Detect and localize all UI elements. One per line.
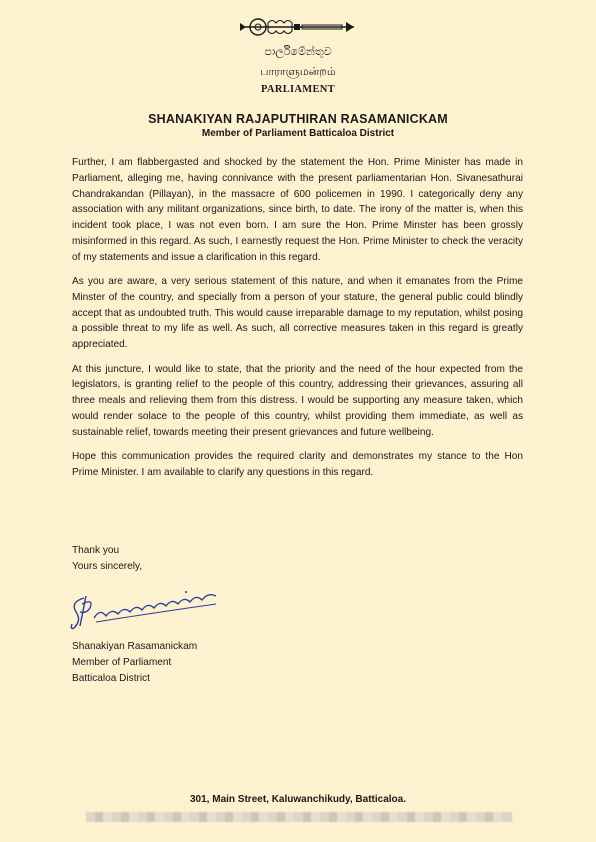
footer-address: 301, Main Street, Kaluwanchikudy, Batticaloa. (190, 794, 406, 805)
letter-body (72, 155, 523, 489)
mp-role-heading: Member of Parliament Batticaloa District (201, 128, 395, 139)
signatory-title: Member of Parliament (72, 657, 172, 668)
body-paragraph: Further, I am flabbergasted and shocked by the statement the Hon. Prime Minister has made in Parliament, alleging me, having connivance with the present parliamentarian Hon. Sivanesathurai Chandrakandan (Pillayan), in the massacre of 600 policemen in 1990. I categorically deny any association with any militant organizations, since birth, to date. The irony of the matter is, when this incident took place, I was not even born. I am sure the Hon. Prime Minster has been grossly misinformed in this regard. As such, I earnestly request the Hon. Prime Minister to check the veracity of my statements and issue a clarification in this regard. (72, 157, 523, 263)
signatory-name: Shanakiyan Rasamanickam (72, 641, 198, 652)
redacted-contact-line (86, 812, 512, 822)
mp-name-heading: SHANAKIYAN RAJAPUTHIRAN RASAMANICKAM (148, 112, 448, 126)
handwritten-signature (66, 578, 226, 634)
closing-sincerely: Yours sincerely, (72, 561, 143, 572)
body-paragraph: Hope this communication provides the required clarity and demonstrates my stance to the Hon Prime Minister. I am available to clarify any questions in this regard. (72, 451, 523, 478)
closing-block (72, 543, 142, 575)
body-paragraph: As you are aware, a very serious statement of this nature, and when it emanates from the Prime Minster of the country, and specially from a person of your stature, the general public could blindly accept that as undoubted truth. This would cause irreparable damage to my reputation, whilst posing a possible threat to my life as well. As such, all corrective measures taken in this regard is greatly appreciated. (72, 276, 523, 351)
signatory-district: Batticaloa District (72, 673, 150, 684)
parliament-sinhala-title: පාර්ලිමේන්තුව (264, 45, 332, 58)
parliament-mace-icon (236, 14, 358, 40)
parliament-english-title: PARLIAMENT (261, 84, 335, 95)
body-paragraph: At this juncture, I would like to state, that the priority and the need of the hour expected from the legislators, is granting relief to the people of this country, addressing their grievances, assuring all three meals and relieving them from this distress. I would be supporting any measure taken, which would render solace to the people of this country, whilst providing them immediate, as well as sustainable relief, towards meeting their present grievances and future wellbeing. (72, 363, 523, 438)
closing-thanks: Thank you (72, 545, 120, 556)
signatory-block (72, 639, 197, 687)
parliament-tamil-title: பாராளுமன்றம் (260, 65, 336, 78)
